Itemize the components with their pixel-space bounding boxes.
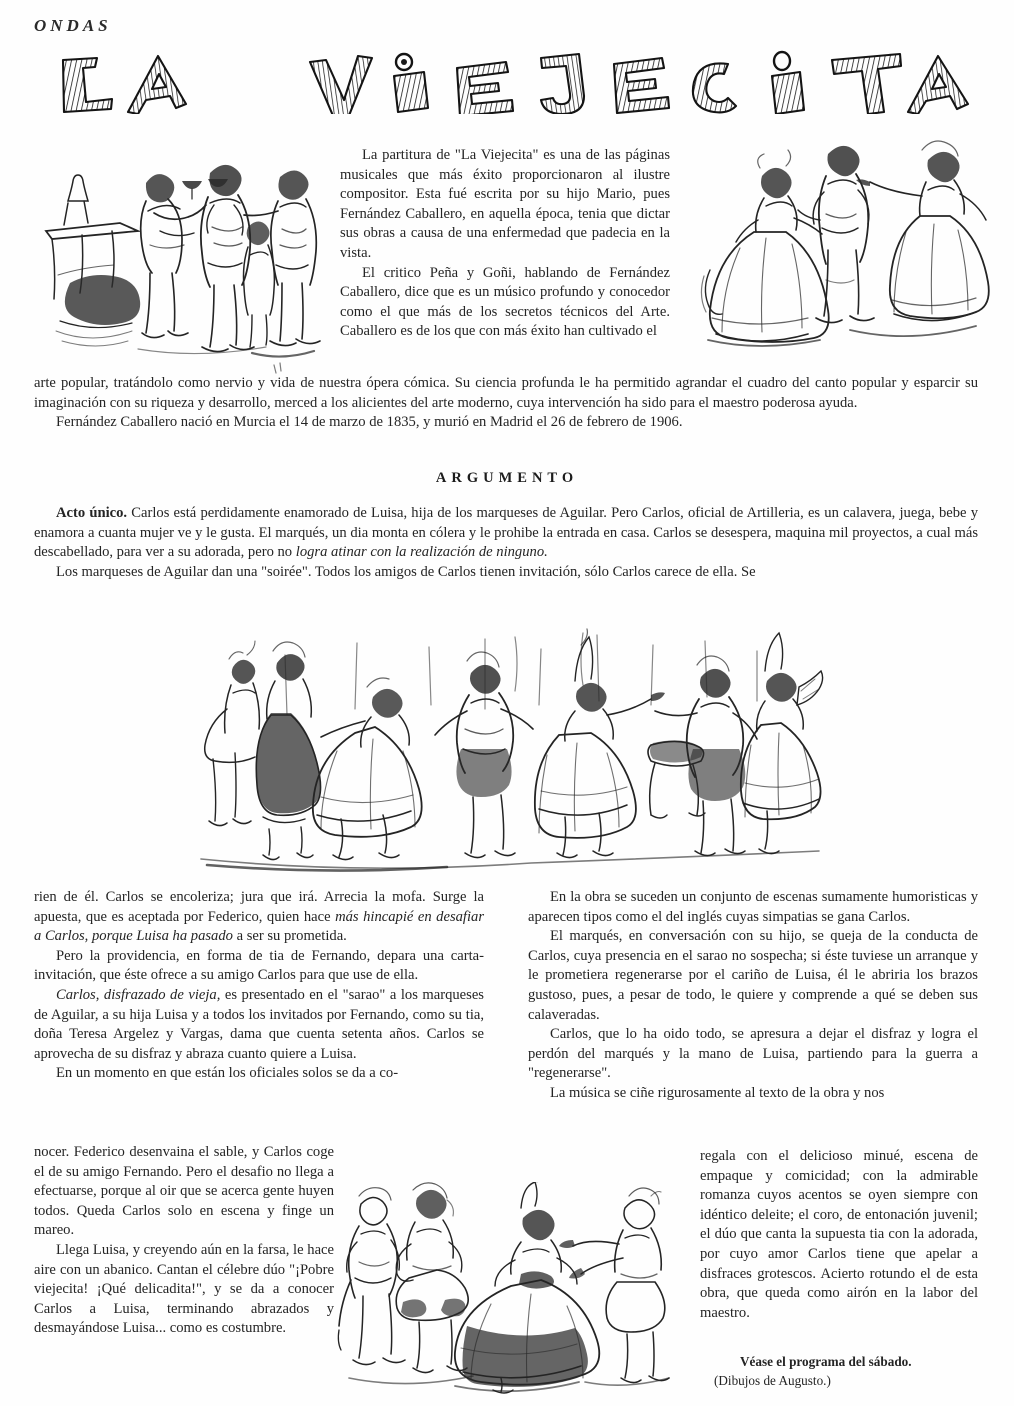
left-para-1-start: rien de él. Carlos se encoleriza; jura que irá. Arrecia la mofa. Surge la apuesta, que es aceptada por Federico, quien hace xyxy=(34,889,484,925)
left-column-narrow xyxy=(34,1143,334,1339)
argumento-para-1-italic: logra atinar con la realización de ninguno. xyxy=(295,544,548,561)
argumento-para-1 xyxy=(34,504,978,563)
acto-unico-lead: Acto único. xyxy=(56,505,128,521)
left-para-4-narrow: nocer. Federico desenvaina el sable, y Carlos coge el de su amigo Fernando. Pero el desafio no llega a efectuarse, porque al oir que se acerca gente huyen todos. Queda Carlos solo en escena y finge un mareo. xyxy=(34,1144,334,1239)
illustration-top-left xyxy=(42,135,342,375)
argumento-column xyxy=(34,504,978,582)
intro-para-1: La partitura de "La Viejecita" es una de las páginas musicales que más éxito proporcionaron al ilustre compositor. Esta fué escrita por su hijo Mario, pues Fernández Caballero, en aquella época, tenia que dictar sus obras a causa de una enfermedad que padecia en la vista. xyxy=(340,147,670,261)
intro-para-2: El critico Peña y Goñi, hablando de Fernández Caballero, dice que es un músico profundo y conocedor como el que más de los secretos técnicos del Arte. Caballero es de los que con más éxito han cultivado el xyxy=(340,264,670,340)
intro-column xyxy=(340,146,670,342)
argumento-para-1-body: Carlos está perdidamente enamorado de Luisa, hija de los marqueses de Aguilar. Pero Carlos, oficial de Artilleria, es un calavera, juega, bebe y enamora a cuanta mujer ve y le gusta. El marqués, un dia monta en cólera y le prohibe la entrada en casa. Carlos se desespera, maquina mil proyectos, a cual más descabellado, para ver a su adorada, pero no xyxy=(34,505,978,561)
illustration-center-ballroom xyxy=(185,625,825,875)
right-column-narrow xyxy=(700,1147,978,1323)
intro-para-3: Fernández Caballero nació en Murcia el 14 de marzo de 1835, y murió en Madrid el 26 de febrero de 1906. xyxy=(56,414,683,431)
left-para-3 xyxy=(34,986,484,1064)
section-heading-argumento: ARGUMENTO xyxy=(435,470,579,486)
right-para-2: El marqués, en conversación con su hijo, se queja de la conducta de Carlos, cuya presencia en el sarao no sospecha; si éste tuviese un arranque y le prometiera regenerarse por el cariño de Luisa, él le abriria los brazos gustoso, pues, a pesar de todo, le quiere y comprende a qué se deben sus calaveradas. xyxy=(528,928,978,1023)
left-para-1 xyxy=(34,888,484,947)
left-para-2: Pero la providencia, en forma de tia de Fernando, depara una carta-invitación, que éste ofrece a su amigo Carlos para que use de ella. xyxy=(34,947,484,984)
left-para-1-italic: más hincapié en desafiar a Carlos, porque Luisa ha pasado xyxy=(34,908,485,945)
argumento-para-2: Los marqueses de Aguilar dan una "soirée". Todos los amigos de Carlos tienen invitación, sólo Carlos carece de ella. Se xyxy=(56,563,756,580)
right-para-3: Carlos, que lo ha oido todo, se apresura a dejar el disfraz y logra el perdón del marqués y la mano de Luisa, partiendo para la guerra a "regenerarse". xyxy=(528,1026,978,1082)
left-para-1-end: a ser su prometida. xyxy=(232,928,347,945)
left-para-3-italic: Carlos, disfrazado de vieja, xyxy=(56,986,221,1003)
illustration-bottom xyxy=(335,1182,680,1397)
right-para-4-wide: La música se ciñe rigurosamente al texto de la obra y nos xyxy=(550,1084,885,1101)
right-para-1: En la obra se suceden un conjunto de escenas sumamente humoristicas y aparecen tipos como el del inglés cuyas simpatias se gana Carlos. xyxy=(528,889,978,925)
right-para-4-narrow: regala con el delicioso minué, escena de empaque y comicidad; con la admirable romanza cuyos acentos se oyen siempre con idéntico deleite; el coro, de entonación juvenil; el dúo que canta la supuesta tia con la adorada, por cuyo amor Carlos tiene que apelar a disfraces grotescos. Acierto rotundo el de esta obra, que queda como airón en la labor del maestro. xyxy=(700,1148,978,1321)
intro-fullwidth xyxy=(34,374,978,433)
left-para-3-rest: es presentado en el "sarao" a los marqueses de Aguilar, a su hija Luisa y a todos los invitados por Fernando, como su tia, doña Teresa Argelez y Vargas, dama que cuenta setenta años. Carlos se aprovecha de su disfraz y abraza cuanto quiere a Luisa. xyxy=(34,986,484,1062)
footer-programme-note: Véase el programa del sábado. xyxy=(740,1354,912,1369)
title-artwork-la-viejecita xyxy=(0,34,1014,114)
illustration-top-right xyxy=(700,132,990,362)
intro-para-2-continued: arte popular, tratándolo como nervio y vida de nuestra ópera cómica. Su ciencia profunda le ha permitido agrandar el cuadro del canto popular y esparcir su imaginación con su riqueza y desarrollo, merced a los alicientes del arte moderno, cuya intervención ha sido para el maestro poderosa ayuda. xyxy=(34,375,978,411)
right-column-wide xyxy=(528,888,978,1104)
left-para-4-wide: En un momento en que están los oficiales solos se da a co- xyxy=(56,1065,399,1082)
left-para-5: Llega Luisa, y creyendo aún en la farsa, le hace aire con un abanico. Cantan el célebre dúo "¡Pobre viejecita! ¡Qué delicadita!", y se da a conocer Carlos a Luisa, terminando abrazados y desmayándose Luisa... como es costumbre. xyxy=(34,1241,334,1337)
publication-masthead: ONDAS xyxy=(34,16,112,35)
footer-drawing-credit: (Dibujos de Augusto.) xyxy=(714,1373,831,1388)
left-column-wide xyxy=(34,888,484,1084)
footer-signature xyxy=(700,1352,978,1390)
